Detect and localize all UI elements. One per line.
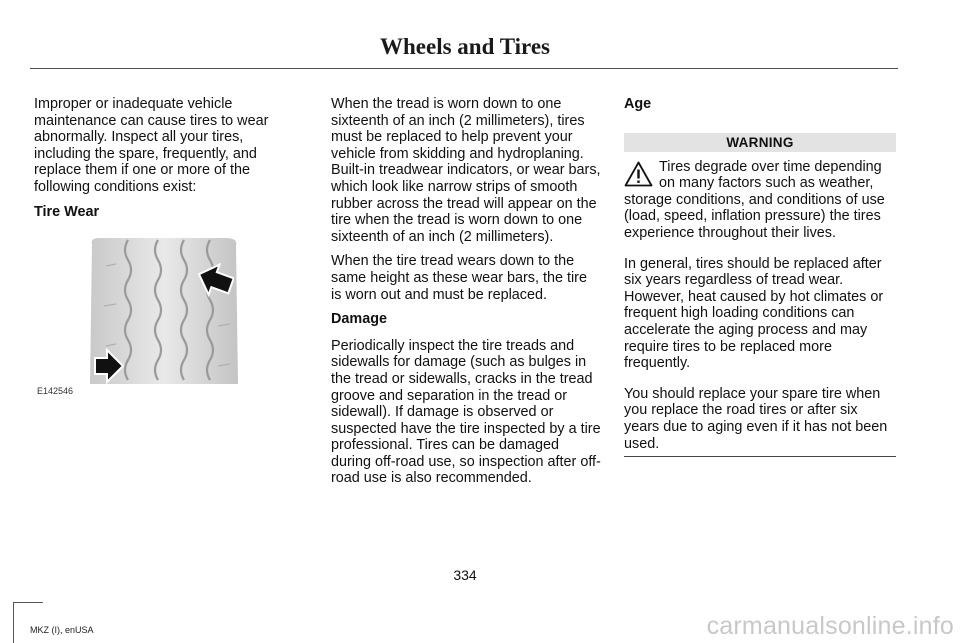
document-code: MKZ (I), enUSA [30,625,94,635]
image-code: E142546 [37,386,74,396]
warning-banner: WARNING [624,133,896,152]
watermark: carmanualsonline.info [706,612,954,640]
wear-bar-arrow-icon [196,262,234,298]
crop-mark [13,602,14,643]
warning-block [624,159,896,242]
column-middle [331,96,601,495]
wear-bar-paragraph: When the tire tread wears down to the same height as these wear bars, the tire is worn out and must be replaced. [331,253,587,303]
damage-paragraph: Periodically inspect the tire treads and sidewalls for damage (such as bulges in the tread or sidewalls, cracks in the tread groove and separation in the tread or sidewall). If damage is observed or suspected have the tire inspected by a tire professional. Tires can be damaged during off-road use, so inspection after off-road use is also recommended. [331,337,601,487]
age-paragraph: In general, tires should be replaced after six years regardless of tread wear. However, heat caused by hot climates or frequent high loading conditions can accelerate the aging process and may require tires to be replaced more frequently. [624,255,884,372]
damage-heading: Damage [331,311,387,328]
crop-mark [13,602,43,603]
age-heading: Age [624,96,652,112]
header-rule [30,68,898,69]
warning-triangle-icon [624,161,653,187]
warning-text-first: Tires degrade over time depending on many factors such as weather, [659,158,882,192]
wear-bar-arrow-icon [93,348,125,384]
tread-paragraph: When the tread is worn down to one sixteenth of an inch (2 millimeters), tires must be replaced to help prevent your vehicle from skidding and hydroplaning. Built-in treadwear indicators, or wear bars, which look like narrow strips of smooth rubber across the tread will appear on the tire when the tread is worn down to one sixteenth of an inch (2 millimeters). [331,96,601,245]
warning-text: storage conditions, and conditions of use (load, speed, inflation pressure) the tires experience throughout their lives. [624,191,885,241]
intro-paragraph: Improper or inadequate vehicle maintenance can cause tires to wear abnormally. Inspect all your tires, including the spare, frequently, and replace them if one or more of the following conditions exist: [34,96,269,195]
section-end-rule [624,456,896,457]
page-title: Wheels and Tires [380,34,550,59]
tire-wear-heading: Tire Wear [34,203,100,220]
spare-tire-paragraph: You should replace your spare tire when you replace the road tires or after six years due to aging even if it has not been used. [624,385,888,452]
column-right [624,96,896,457]
column-left [34,96,292,230]
page-number: 334 [453,567,477,583]
